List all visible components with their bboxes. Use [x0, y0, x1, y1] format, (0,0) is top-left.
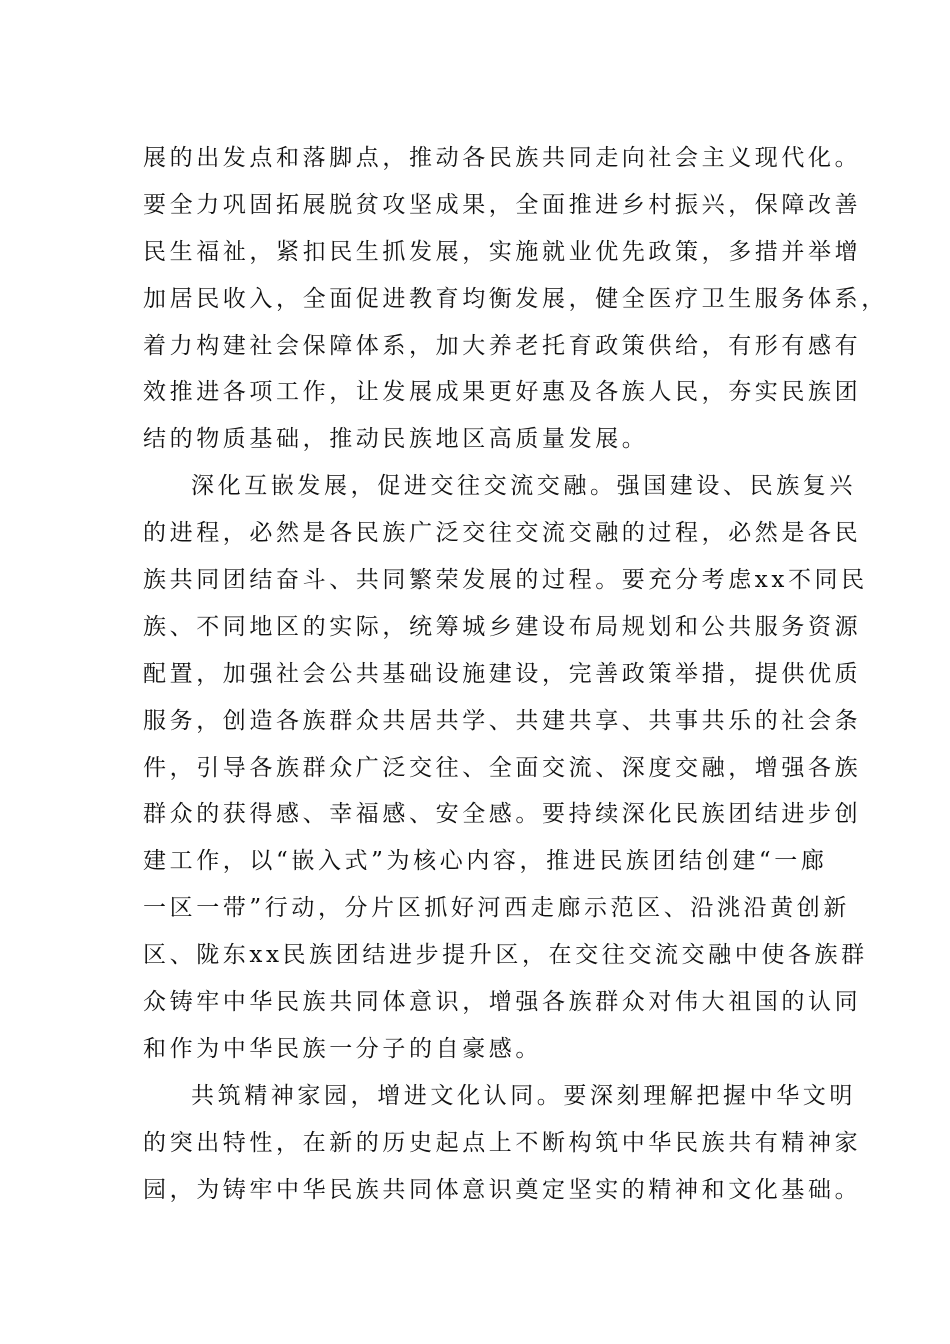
text-line: 的突出特性，在新的历史起点上不断构筑中华民族共有精神家: [143, 1129, 862, 1156]
text-line: 园，为铸牢中华民族共同体意识奠定坚实的精神和文化基础。: [143, 1176, 862, 1203]
text-line: 族、不同地区的实际，统筹城乡建设布局规划和公共服务资源: [143, 613, 862, 640]
text-line: 展的出发点和落脚点，推动各民族共同走向社会主义现代化。: [143, 145, 862, 171]
text-line: 深化互嵌发展，促进交往交流交融。强国建设、民族复兴: [191, 473, 856, 500]
text-line: 建工作，以“嵌入式”为核心内容，推进民族团结创建“一廊: [143, 848, 828, 875]
text-line: 加居民收入，全面促进教育均衡发展，健全医疗卫生服务体系，: [143, 285, 888, 312]
text-line: 共筑精神家园，增进文化认同。要深刻理解把握中华文明: [191, 1082, 856, 1109]
text-line: 服务，创造各族群众共居共学、共建共享、共事共乐的社会条: [143, 707, 862, 734]
text-line: 件，引导各族群众广泛交往、全面交流、深度交融，增强各族: [143, 754, 862, 781]
text-line: 配置，加强社会公共基础设施建设，完善政策举措，提供优质: [143, 660, 862, 687]
text-line: 和作为中华民族一分子的自豪感。: [143, 1035, 542, 1062]
text-line: 效推进各项工作，让发展成果更好惠及各族人民，夯实民族团: [143, 379, 862, 406]
text-line: 众铸牢中华民族共同体意识，增强各族群众对伟大祖国的认同: [143, 989, 862, 1016]
text-line: 一区一带”行动，分片区抓好河西走廊示范区、沿洮沿黄创新: [143, 895, 850, 922]
text-line: 要全力巩固拓展脱贫攻坚成果，全面推进乡村振兴，保障改善: [143, 191, 862, 218]
paragraph-3: [143, 1073, 862, 1214]
text-line: 区、陇东xx民族团结进步提升区，在交往交流交融中使各族群: [143, 942, 868, 969]
text-line: 群众的获得感、幸福感、安全感。要持续深化民族团结进步创: [143, 801, 862, 828]
paragraph-1: [143, 135, 888, 463]
text-line: 族共同团结奋斗、共同繁荣发展的过程。要充分考虑xx不同民: [143, 567, 868, 594]
text-line: 民生福祉，紧扣民生抓发展，实施就业优先政策，多措并举增: [143, 238, 862, 265]
document-body: [143, 135, 888, 1213]
paragraph-2: [143, 463, 868, 1073]
text-line: 着力构建社会保障体系，加大养老托育政策供给，有形有感有: [143, 332, 862, 359]
text-line: 的进程，必然是各民族广泛交往交流交融的过程，必然是各民: [143, 520, 862, 547]
text-line: 结的物质基础，推动民族地区高质量发展。: [143, 426, 649, 453]
